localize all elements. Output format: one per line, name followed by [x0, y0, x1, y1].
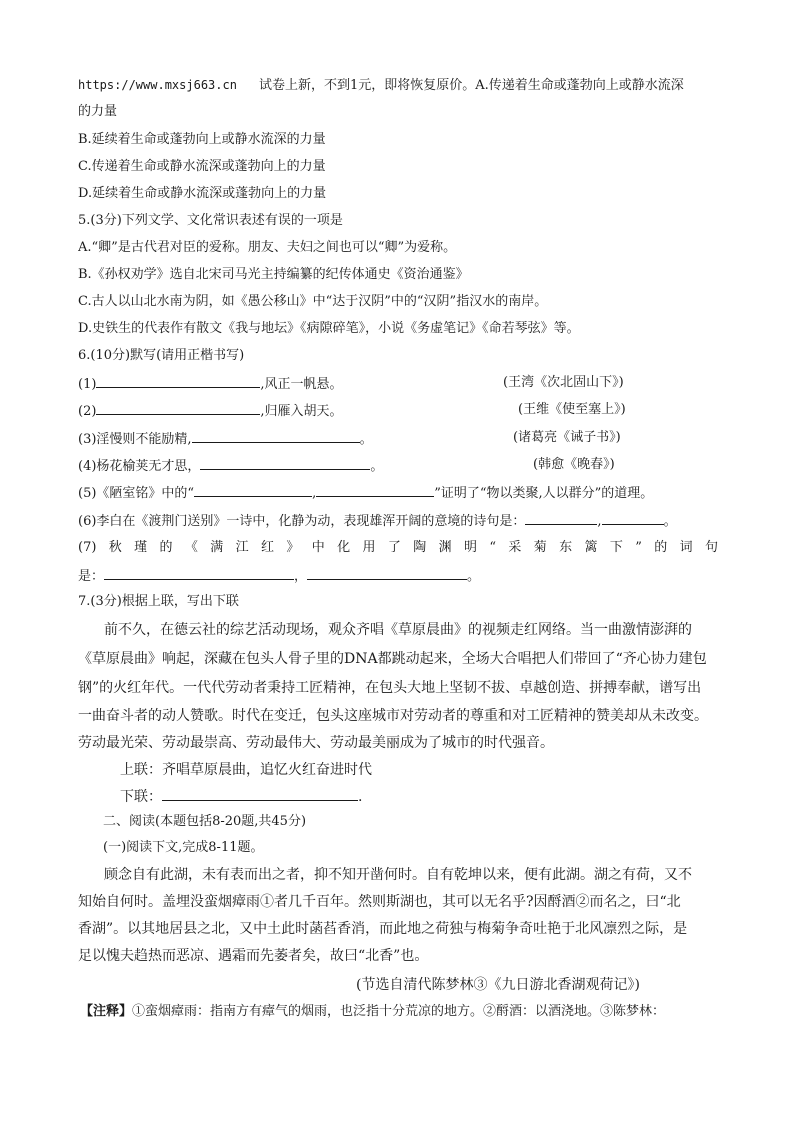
section2-title: 二、阅读(本题包括8-20题,共45分)	[103, 814, 307, 829]
q6-item-6-end: 。	[663, 514, 677, 529]
q6-item-1-text: ,风正一帆悬。	[260, 377, 343, 392]
notes-text: ①蛮烟瘴雨：指南方有瘴气的烟雨，也泛指十分荒凉的地方。②酹酒：以酒浇地。③陈梦林：	[132, 1004, 666, 1019]
q7-stem: 7.(3分)根据上联，写出下联	[78, 594, 239, 609]
q6-item-4-text: (4)杨花榆荚无才思，	[78, 459, 201, 474]
promo-notice: 试卷上新，不到1元，即将恢复原价。	[258, 78, 476, 93]
answer-blank[interactable]	[307, 566, 467, 580]
q6-item-2-text: ,归雁入胡天。	[260, 404, 343, 419]
q6-item-5-sep: ,	[312, 486, 317, 501]
q6-item-2-num: (2)	[78, 404, 97, 419]
q6-item-4	[78, 456, 718, 476]
q4-option-c: C.传递着生命或静水流深或蓬勃向上的力量	[78, 159, 326, 174]
q6-stem: 6.(10分)默写(请用正楷书写)	[78, 348, 245, 363]
q7-lower-label: 下联：	[120, 789, 162, 805]
q5-option-b: B.《孙权劝学》选自北宋司马光主持编纂的纪传体通史《资治通鉴》	[78, 267, 469, 282]
q6-item-1	[78, 374, 718, 394]
passage-line-3: 香湖”。以其地居县之北，又中土此时菡萏香消，而此地之荷独与梅菊争奇吐艳于北风凛烈之际，是	[78, 921, 688, 937]
q6-item-5-pre: (5)《陋室铭》中的“	[78, 486, 195, 501]
answer-blank[interactable]	[602, 511, 664, 525]
q6-item-1-num: (1)	[78, 377, 97, 392]
q5-option-a: A.“卿”是古代君对臣的爱称。朋友、夫妇之间也可以“卿”为爱称。	[78, 240, 457, 255]
answer-blank[interactable]	[192, 429, 360, 443]
answer-blank[interactable]	[96, 374, 260, 388]
q6-item-6-sep: ,	[597, 514, 602, 529]
q7-para-line-3: 钢”的火红年代。一代代劳动者秉持工匠精神，在包头大地上坚韧不拔、卓越创造、拼搏奉献，谱写出	[78, 680, 702, 696]
q4-option-d: D.延续着生命或静水流深或蓬勃向上的力量	[78, 186, 327, 201]
answer-blank[interactable]	[162, 787, 358, 801]
q7-para-line-2: 《草原晨曲》响起，深藏在包头人骨子里的DNA都跳动起来，全场大合唱把人们带回了“齐心协力建包	[78, 651, 707, 667]
passage-line-2: 知始自何时。盖埋没蛮烟瘴雨①者几千百年。然则斯湖也，其可以无名乎?因酹酒②而名之，曰“北	[78, 894, 681, 910]
passage-line-1: 顾念自有此湖，未有表而出之者，抑不知开凿何时。自有乾坤以来，便有此湖。湖之有荷，又不	[104, 867, 692, 883]
q6-item-5-post: ”证明了“物以类聚,人以群分”的道理。	[434, 486, 654, 501]
q7-para-line-1: 前不久，在德云社的综艺活动现场，观众齐唱《草原晨曲》的视频走红网络。当一曲激情澎湃的	[104, 622, 692, 638]
answer-blank[interactable]	[316, 483, 434, 497]
q5-option-d: D.史铁生的代表作有散文《我与地坛》《病隙碎笔》，小说《务虚笔记》《命若琴弦》等。	[78, 321, 580, 336]
q6-item-7-sep: ，	[294, 569, 308, 584]
answer-blank[interactable]	[104, 566, 294, 580]
q6-item-7-pre: 是：	[78, 569, 105, 584]
q6-item-1-source: (王湾《次北固山下》)	[503, 375, 624, 390]
q4-option-a-cont: 的力量	[78, 104, 118, 119]
q6-item-3	[78, 429, 718, 449]
q5-stem: 5.(3分)下列文学、文化常识表述有误的一项是	[78, 213, 343, 228]
q4-option-b: B.延续着生命或蓬勃向上或静水流深的力量	[78, 132, 326, 147]
q7-para-line-5: 劳动最光荣、劳动最崇高、劳动最伟大、劳动最美丽成为了城市的时代强音。	[78, 735, 554, 751]
q7-lower-couplet	[120, 787, 718, 806]
q6-item-2	[78, 401, 718, 421]
q6-item-6	[78, 511, 718, 531]
q7-lower-end: .	[358, 789, 363, 805]
answer-blank[interactable]	[96, 401, 260, 415]
q5-option-c: C.古人以山北水南为阴，如《愚公移山》中“达于汉阴”中的“汉阴”指汉水的南岸。	[78, 294, 548, 309]
answer-blank[interactable]	[200, 456, 370, 470]
q6-item-4-end: 。	[370, 459, 384, 474]
q6-item-6-pre: (6)李白在《渡荆门送别》一诗中，化静为动，表现雄浑开阔的意境的诗句是：	[78, 514, 526, 529]
q6-item-7-line1: (7)秋瑾的《满江红》中化用了陶渊明“采菊东篱下”的词句	[78, 540, 718, 555]
passage-source: (节选自清代陈梦林③《九日游北香湖观荷记》)	[356, 977, 640, 993]
answer-blank[interactable]	[525, 511, 597, 525]
q7-upper-couplet: 上联：齐唱草原晨曲，追忆火红奋进时代	[120, 762, 372, 778]
q4-option-a: A.传递着生命或蓬勃向上或静水流深	[475, 78, 684, 93]
q6-item-3-source: (诸葛亮《诫子书》)	[513, 430, 621, 445]
site-url: https://www.mxsj663.cn	[78, 78, 237, 92]
q6-item-2-source: (王维《使至塞上》)	[518, 402, 626, 417]
passage-line-4: 足以愧夫趋热而恶凉、遇霜而先萎者矣，故曰“北香”也。	[78, 948, 429, 964]
answer-blank[interactable]	[194, 483, 312, 497]
q6-item-7-end: 。	[467, 569, 481, 584]
notes-label: 【注释】	[80, 1004, 133, 1019]
q6-item-5	[78, 483, 718, 503]
passage-notes	[80, 1003, 740, 1021]
q6-item-3-text: (3)淫慢则不能励精,	[78, 432, 192, 447]
q6-item-3-end: 。	[359, 432, 373, 447]
q6-item-4-source: (韩愈《晚春》)	[533, 457, 615, 472]
q7-para-line-4: 一曲奋斗者的动人赞歌。时代在变迁，包头这座城市对劳动者的尊重和对工匠精神的赞美却从未改变。	[78, 708, 708, 724]
header-line	[78, 76, 718, 95]
section2-subtitle: (一)阅读下文,完成8-11题。	[103, 840, 264, 855]
q6-item-7-line2	[78, 566, 718, 586]
